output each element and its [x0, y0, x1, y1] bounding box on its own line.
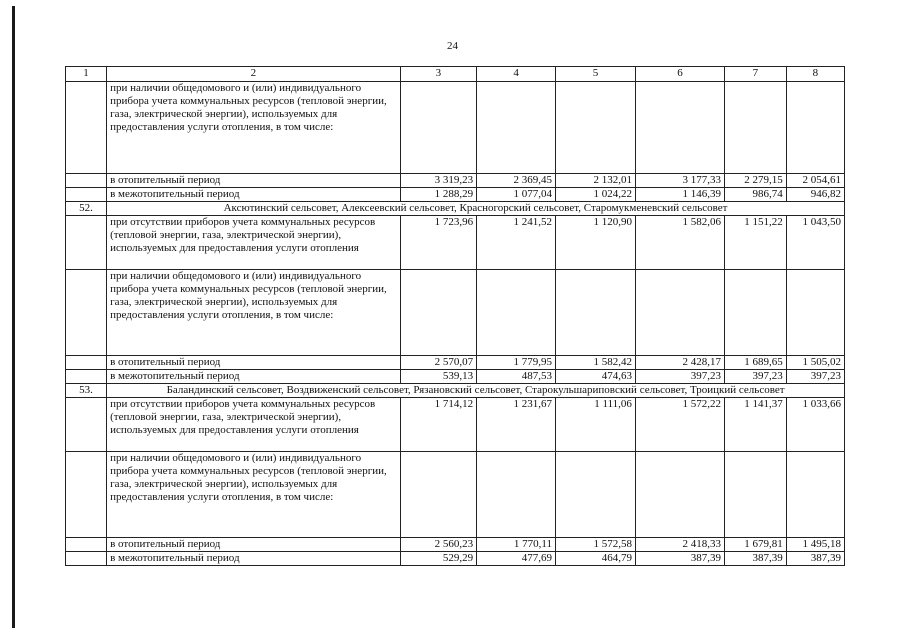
tariff-table	[65, 66, 845, 566]
value-cell: 1 572,22	[635, 398, 724, 452]
value-cell: 487,53	[477, 370, 556, 384]
value-cell: 1 714,12	[400, 398, 477, 452]
table-row	[66, 270, 845, 356]
index-cell	[66, 452, 107, 538]
value-cell: 3 177,33	[635, 174, 724, 188]
value-cell: 464,79	[555, 552, 635, 566]
row-description: при наличии общедомового и (или) индивидуального прибора учета коммунальных ресурсов (тепловой энергии, газа, электрической энергии), используемых для предоставления услуги отопления, в том числе:	[107, 82, 401, 174]
table-row	[66, 356, 845, 370]
row-index: 52.	[66, 202, 107, 216]
index-cell	[66, 270, 107, 356]
value-cell: 1 779,95	[477, 356, 556, 370]
column-number: 1	[66, 67, 107, 82]
value-cell: 1 582,42	[555, 356, 635, 370]
column-number: 6	[635, 67, 724, 82]
value-cell	[786, 452, 844, 538]
value-cell: 397,23	[635, 370, 724, 384]
value-cell: 1 572,58	[555, 538, 635, 552]
value-cell: 477,69	[477, 552, 556, 566]
value-cell: 397,23	[725, 370, 787, 384]
index-cell	[66, 216, 107, 270]
index-cell	[66, 370, 107, 384]
value-cell: 1 723,96	[400, 216, 477, 270]
value-cell	[400, 452, 477, 538]
value-cell: 2 418,33	[635, 538, 724, 552]
value-cell	[725, 82, 787, 174]
column-number: 7	[725, 67, 787, 82]
value-cell	[635, 270, 724, 356]
row-label: при отсутствии приборов учета коммунальных ресурсов (тепловой энергии, газа, электрической энергии), используемых для предоставления услуги отопления	[107, 398, 401, 452]
value-cell: 474,63	[555, 370, 635, 384]
value-cell: 2 428,17	[635, 356, 724, 370]
table-row	[66, 452, 845, 538]
row-label: в межотопительный период	[107, 552, 401, 566]
region-title: Аксютинский сельсовет, Алексеевский сельсовет, Красногорский сельсовет, Старомукменевский сельсовет	[107, 202, 845, 216]
value-cell: 387,39	[635, 552, 724, 566]
row-label: в межотопительный период	[107, 370, 401, 384]
value-cell: 397,23	[786, 370, 844, 384]
value-cell: 529,29	[400, 552, 477, 566]
value-cell: 539,13	[400, 370, 477, 384]
row-label: в отопительный период	[107, 174, 401, 188]
value-cell: 2 279,15	[725, 174, 787, 188]
value-cell: 387,39	[786, 552, 844, 566]
value-cell: 3 319,23	[400, 174, 477, 188]
value-cell: 1 151,22	[725, 216, 787, 270]
index-cell	[66, 356, 107, 370]
value-cell	[555, 82, 635, 174]
row-label: при отсутствии приборов учета коммунальных ресурсов (тепловой энергии, газа, электрической энергии), используемых для предоставления услуги отопления	[107, 216, 401, 270]
table-row	[66, 398, 845, 452]
table-row	[66, 538, 845, 552]
value-cell: 1 146,39	[635, 188, 724, 202]
value-cell: 1 120,90	[555, 216, 635, 270]
region-row	[66, 202, 845, 216]
value-cell: 2 369,45	[477, 174, 556, 188]
value-cell: 1 033,66	[786, 398, 844, 452]
table-row	[66, 188, 845, 202]
table-row	[66, 174, 845, 188]
table-row	[66, 552, 845, 566]
value-cell: 1 288,29	[400, 188, 477, 202]
row-index: 53.	[66, 384, 107, 398]
table-row	[66, 216, 845, 270]
value-cell: 1 043,50	[786, 216, 844, 270]
value-cell: 2 132,01	[555, 174, 635, 188]
value-cell	[635, 82, 724, 174]
value-cell	[555, 270, 635, 356]
index-cell	[66, 552, 107, 566]
row-description: при наличии общедомового и (или) индивидуального прибора учета коммунальных ресурсов (тепловой энергии, газа, электрической энергии), используемых для предоставления услуги отопления, в том числе:	[107, 452, 401, 538]
page-edge-bar	[12, 6, 15, 628]
region-title: Баландинский сельсовет, Воздвиженский сельсовет, Рязановский сельсовет, Старокульшариповский сельсовет, Троицкий сельсовет	[107, 384, 845, 398]
index-cell	[66, 174, 107, 188]
value-cell	[400, 82, 477, 174]
value-cell	[786, 270, 844, 356]
value-cell: 986,74	[725, 188, 787, 202]
value-cell: 1 770,11	[477, 538, 556, 552]
row-description: при наличии общедомового и (или) индивидуального прибора учета коммунальных ресурсов (тепловой энергии, газа, электрической энергии), используемых для предоставления услуги отопления, в том числе:	[107, 270, 401, 356]
value-cell	[477, 82, 556, 174]
value-cell: 1 111,06	[555, 398, 635, 452]
value-cell	[725, 270, 787, 356]
value-cell: 2 560,23	[400, 538, 477, 552]
column-number: 5	[555, 67, 635, 82]
column-number: 3	[400, 67, 477, 82]
row-label: в межотопительный период	[107, 188, 401, 202]
value-cell: 1 241,52	[477, 216, 556, 270]
value-cell	[477, 270, 556, 356]
index-cell	[66, 398, 107, 452]
value-cell: 1 679,81	[725, 538, 787, 552]
value-cell: 1 024,22	[555, 188, 635, 202]
column-number: 8	[786, 67, 844, 82]
table-row	[66, 370, 845, 384]
value-cell: 1 077,04	[477, 188, 556, 202]
row-label: в отопительный период	[107, 356, 401, 370]
index-cell	[66, 538, 107, 552]
value-cell: 2 054,61	[786, 174, 844, 188]
page-number: 24	[447, 40, 458, 52]
column-number-row	[66, 67, 845, 82]
column-number: 2	[107, 67, 401, 82]
value-cell	[555, 452, 635, 538]
value-cell: 2 570,07	[400, 356, 477, 370]
value-cell	[635, 452, 724, 538]
row-label: в отопительный период	[107, 538, 401, 552]
value-cell: 1 141,37	[725, 398, 787, 452]
value-cell: 1 689,65	[725, 356, 787, 370]
table-row	[66, 82, 845, 174]
value-cell: 946,82	[786, 188, 844, 202]
index-cell	[66, 188, 107, 202]
region-row	[66, 384, 845, 398]
value-cell: 387,39	[725, 552, 787, 566]
value-cell: 1 582,06	[635, 216, 724, 270]
value-cell: 1 505,02	[786, 356, 844, 370]
column-number: 4	[477, 67, 556, 82]
value-cell	[477, 452, 556, 538]
value-cell	[725, 452, 787, 538]
value-cell	[786, 82, 844, 174]
index-cell	[66, 82, 107, 174]
value-cell: 1 495,18	[786, 538, 844, 552]
value-cell: 1 231,67	[477, 398, 556, 452]
value-cell	[400, 270, 477, 356]
